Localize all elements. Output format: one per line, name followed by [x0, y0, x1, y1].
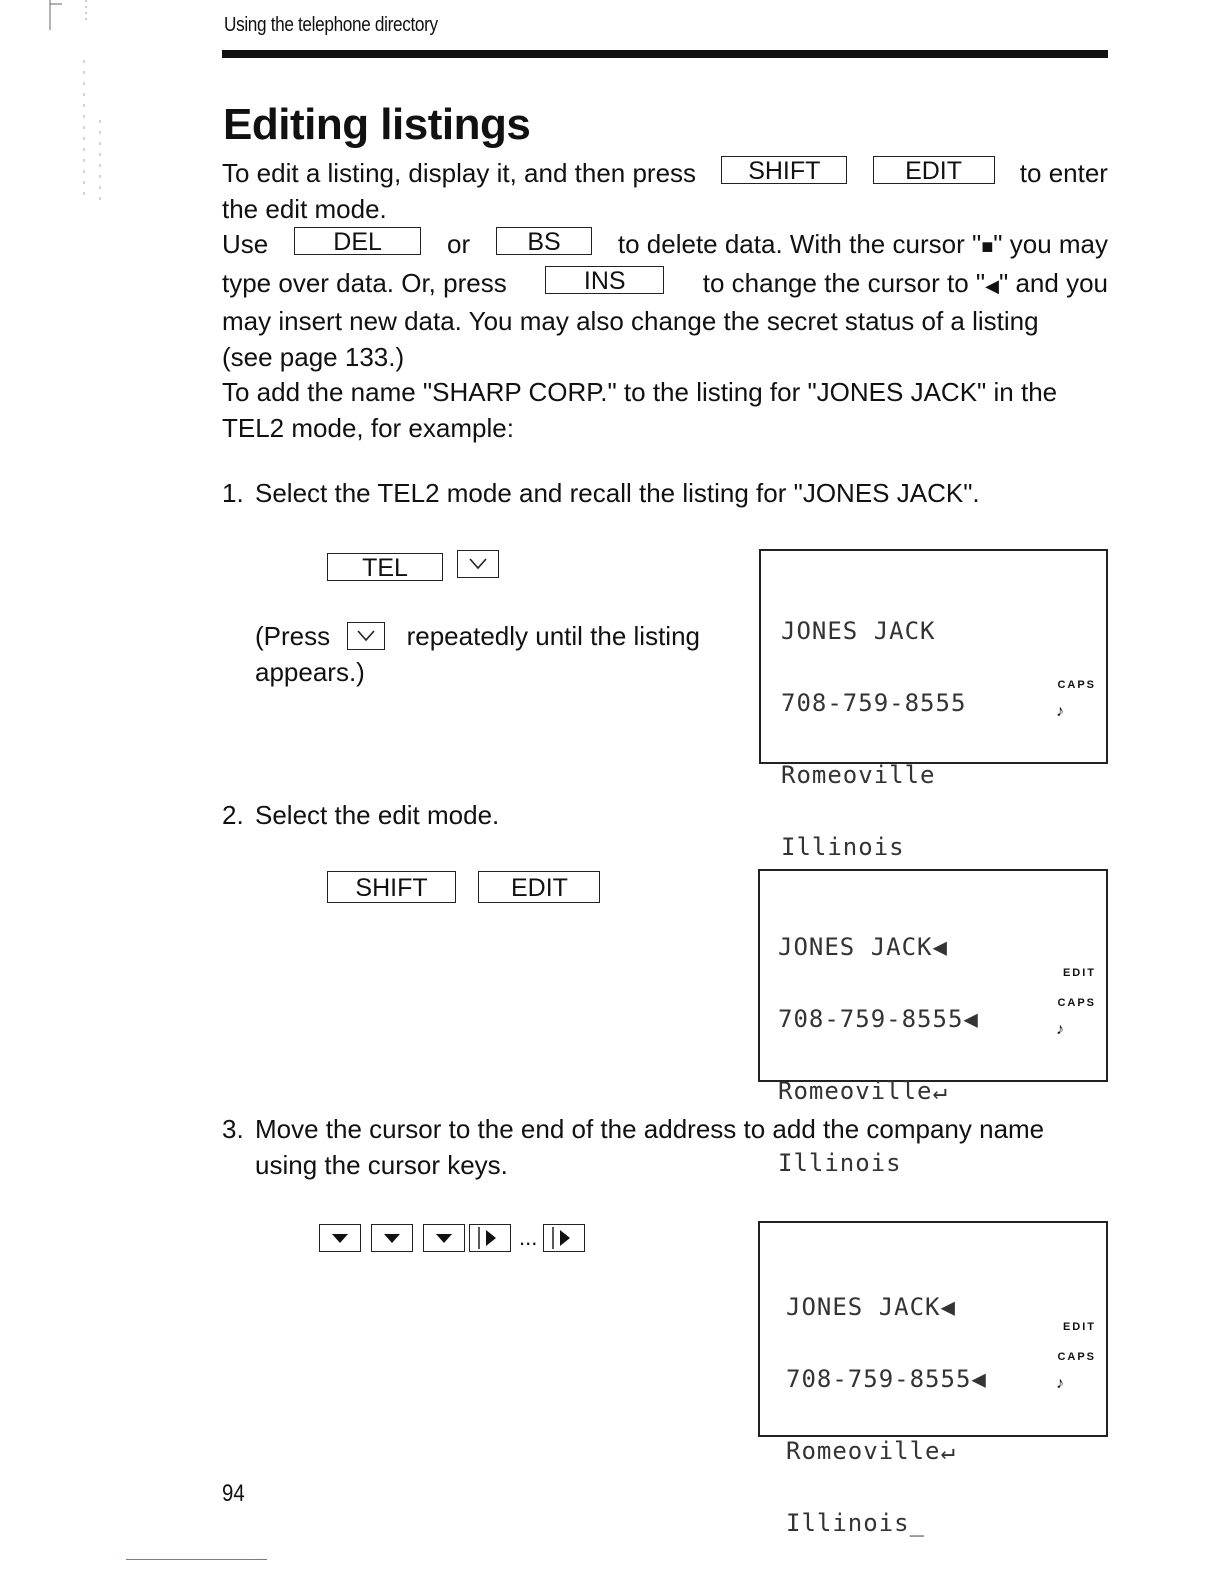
caps-indicator: CAPS [1057, 679, 1096, 691]
lcd-line: JONES JACK [781, 617, 936, 645]
step-1-text: Select the TEL2 mode and recall the listing for "JONES JACK". [255, 478, 980, 508]
step-1-number: 1. [222, 478, 244, 508]
bs-key: BS [496, 227, 592, 255]
step-1-keys [327, 550, 499, 581]
chevron-down-key-icon [457, 550, 499, 578]
lcd-display-2 [758, 869, 1108, 1177]
ellipsis: ... [519, 1225, 538, 1250]
page-title: Editing listings [223, 100, 531, 149]
intro-text-1a: To edit a listing, display it, and then press [222, 158, 697, 188]
note-icon: ♪ [1056, 1021, 1064, 1038]
lcd-line: Romeoville↵ [778, 1077, 948, 1105]
header-rule [222, 50, 1108, 58]
intro-text-4: may insert new data. You may also change the secret status of a listing [222, 306, 1039, 336]
edit-key: EDIT [478, 871, 600, 903]
intro-text-6: To add the name "SHARP CORP." to the listing for "JONES JACK" in the [222, 377, 1058, 407]
note-icon: ♪ [1056, 703, 1064, 720]
lcd-1-lines [781, 571, 966, 907]
step-2 [222, 797, 499, 833]
margin-marks [48, 0, 108, 210]
edit-key: EDIT [873, 156, 995, 184]
step-3-number: 3. [222, 1114, 244, 1144]
lcd-line: 708-759-8555◀ [778, 1005, 979, 1033]
step-3-keys [319, 1224, 585, 1252]
intro-text [222, 156, 1108, 446]
step-1-note-c: appears.) [255, 657, 365, 687]
intro-text-1b: to enter [1019, 158, 1108, 188]
intro-text-7: TEL2 mode, for example: [222, 412, 514, 443]
right-arrow-key-icon [469, 1224, 511, 1252]
intro-text-3b: to change the cursor to " [702, 267, 986, 298]
lcd-line: Illinois [778, 1149, 902, 1177]
insert-cursor-icon: ◀ [985, 275, 1000, 296]
step-3-text-b: using the cursor keys. [255, 1150, 508, 1180]
edit-indicator: EDIT [1062, 1321, 1096, 1333]
overwrite-cursor-icon: ■ [981, 236, 994, 258]
step-2-keys [327, 871, 600, 903]
intro-line-2 [222, 227, 1108, 266]
shift-key: SHIFT [721, 156, 847, 184]
lcd-display-1 [759, 549, 1108, 861]
chevron-down-key-icon [347, 622, 385, 650]
step-1-note-a: (Press [255, 621, 331, 651]
intro-line-3 [222, 266, 1108, 305]
intro-text-2c: " you may [993, 229, 1108, 259]
footer-line [126, 1559, 267, 1560]
lcd-3-lines [786, 1247, 987, 1583]
step-3-text-a: Move the cursor to the end of the address to add the company name [255, 1114, 1045, 1144]
step-2-number: 2. [222, 800, 244, 830]
down-arrow-key-icon [319, 1224, 361, 1252]
lcd-line: JONES JACK◀ [778, 933, 948, 961]
step-3 [222, 1111, 1108, 1183]
step-1 [222, 475, 980, 511]
lcd-line: Romeoville↵ [786, 1437, 956, 1465]
step-1-note [255, 618, 700, 690]
edit-indicator: EDIT [1062, 967, 1096, 979]
ins-key: INS [545, 266, 664, 294]
intro-text-or: or [447, 229, 471, 259]
intro-text-3c: " and you [999, 267, 1108, 298]
running-head: Using the telephone directory [224, 14, 438, 36]
intro-text-2b: to delete data. With the cursor " [617, 229, 982, 259]
lcd-line: 708-759-8555◀ [786, 1365, 987, 1393]
intro-text-3a: type over data. Or, press [222, 267, 507, 298]
intro-text-2a: Use [222, 229, 269, 259]
lcd-line: 708-759-8555 [781, 689, 967, 717]
note-icon: ♪ [1056, 1375, 1064, 1392]
caps-indicator: CAPS [1057, 997, 1096, 1009]
page-number: 94 [222, 1480, 245, 1507]
intro-text-5: (see page 133.) [222, 341, 405, 372]
intro-line-1 [222, 156, 1108, 192]
down-arrow-key-icon [423, 1224, 465, 1252]
down-arrow-key-icon [371, 1224, 413, 1252]
step-1-note-b: repeatedly until the listing [406, 621, 700, 651]
intro-text-1c: the edit mode. [222, 193, 387, 224]
shift-key: SHIFT [327, 871, 456, 903]
lcd-line: Romeoville [781, 761, 936, 789]
lcd-line: JONES JACK◀ [786, 1293, 956, 1321]
caps-indicator: CAPS [1057, 1351, 1096, 1363]
tel-key: TEL [327, 553, 443, 581]
lcd-line: Illinois_ [786, 1509, 926, 1537]
del-key: DEL [294, 227, 421, 255]
lcd-display-3 [758, 1221, 1108, 1537]
lcd-line: Illinois [781, 833, 905, 861]
step-2-text: Select the edit mode. [255, 800, 500, 830]
right-arrow-key-icon [543, 1224, 585, 1252]
